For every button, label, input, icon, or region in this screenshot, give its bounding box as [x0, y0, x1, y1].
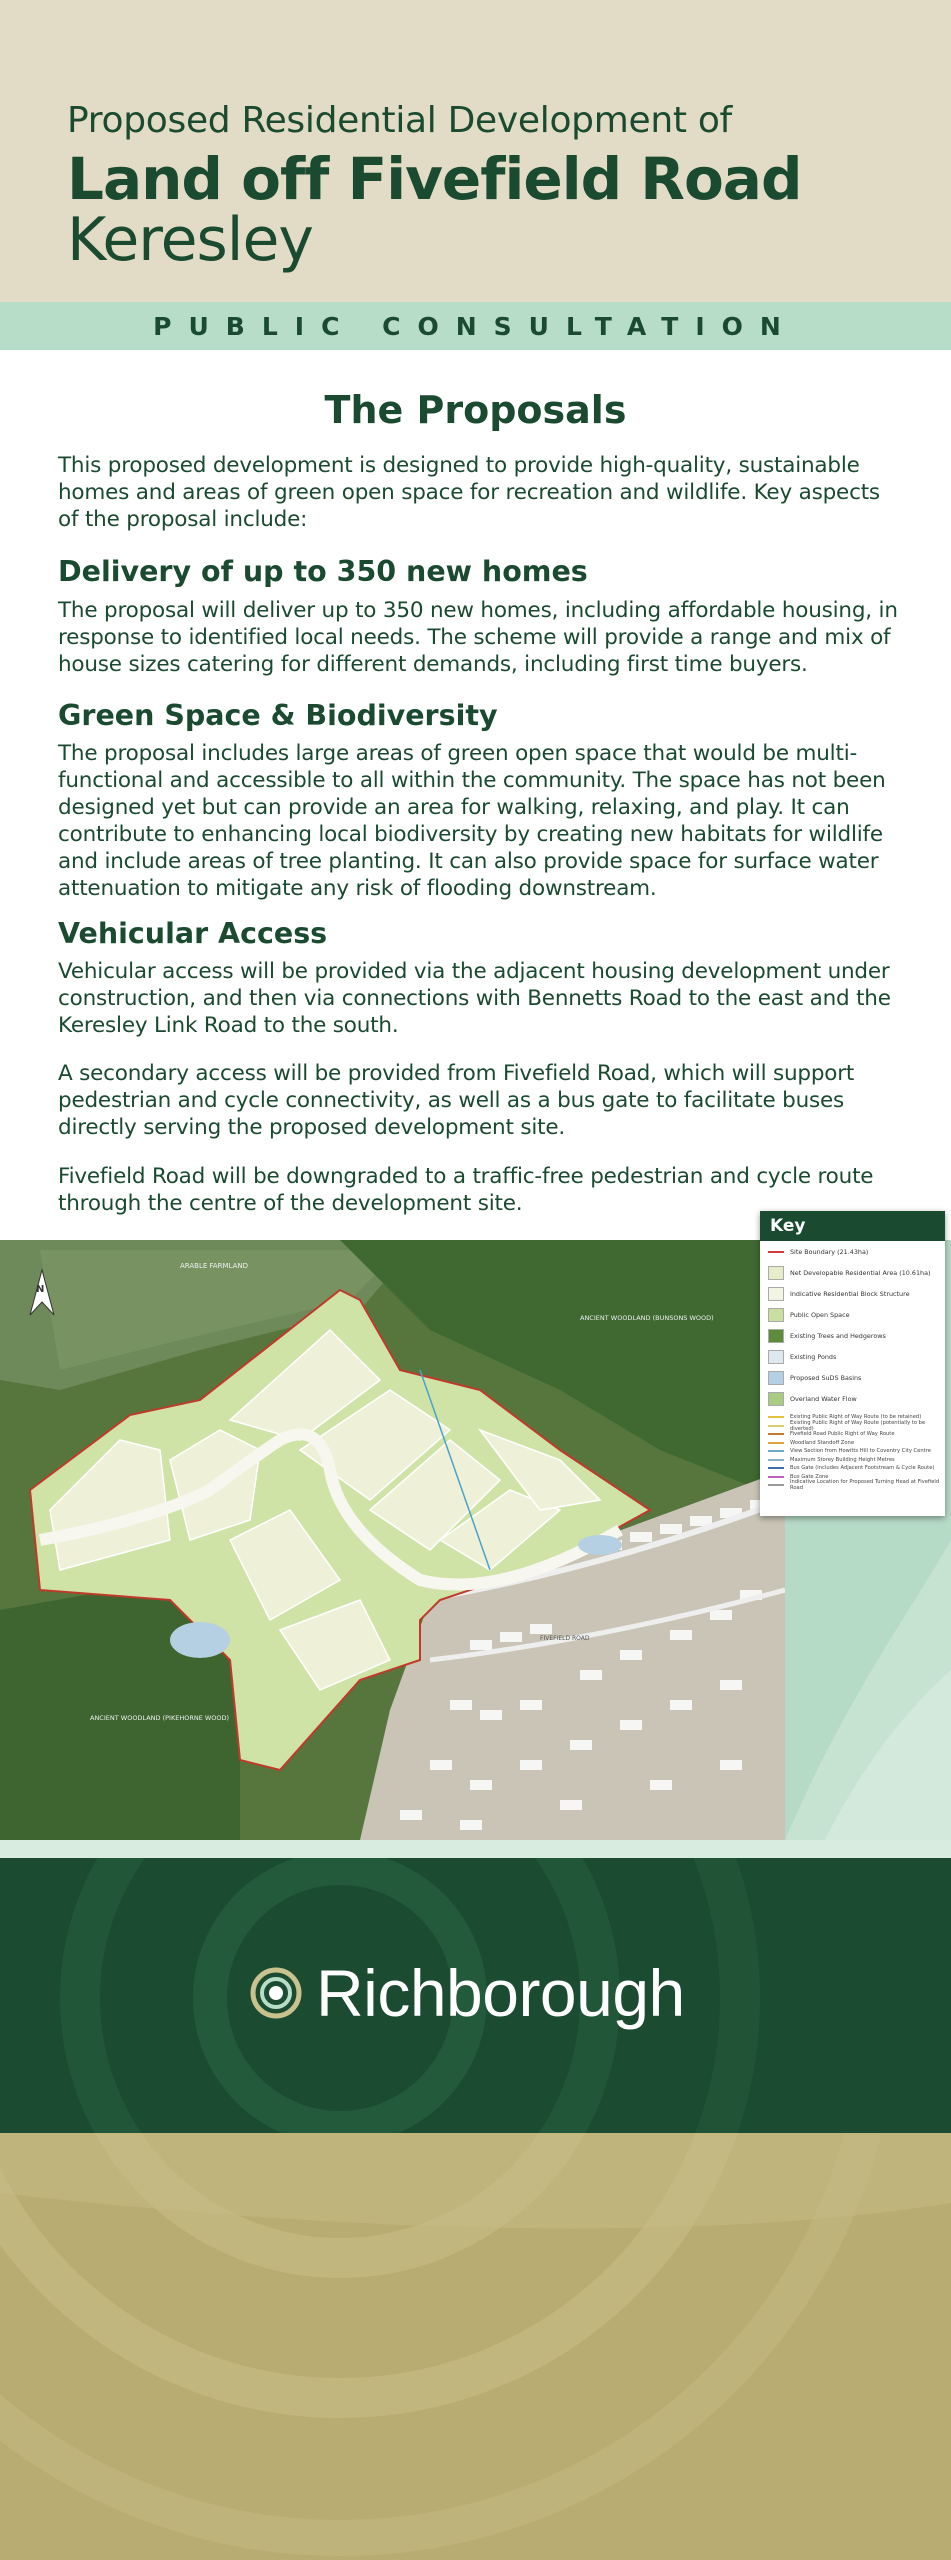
key-swatch [768, 1350, 784, 1364]
key-line-label: Maximum Storey Building Height Metres [790, 1456, 895, 1463]
north-label: N [36, 1284, 45, 1295]
decorative-footer [0, 2133, 951, 2560]
key-item-label: Public Open Space [790, 1310, 850, 1319]
key-line-item [760, 1456, 945, 1465]
key-line-item [760, 1464, 945, 1473]
key-swatch [768, 1329, 784, 1343]
header-subtitle: Keresley [67, 205, 313, 275]
key-line-item [760, 1447, 945, 1456]
site-masterplan-map [0, 1240, 785, 1840]
key-line-label: Indicative Location for Proposed Turning Head at Fivefield Road [790, 1479, 940, 1492]
key-line-label: View Section from Howitts Hill to Coventry City Centre [790, 1448, 931, 1455]
key-item [760, 1241, 945, 1262]
map-footer-gap [0, 1840, 951, 1858]
key-line-swatch [768, 1476, 784, 1478]
key-item-label: Overland Water Flow [790, 1394, 857, 1403]
key-line-swatch [768, 1442, 784, 1444]
key-swatch [768, 1371, 784, 1385]
richborough-logo-icon [250, 1967, 302, 2019]
consultation-banner [0, 302, 951, 350]
key-item-label: Existing Ponds [790, 1352, 837, 1361]
key-item-label: Net Developable Residential Area (10.61ha) [790, 1268, 931, 1277]
key-line-swatch [768, 1484, 784, 1486]
key-line-swatch [768, 1450, 784, 1452]
key-line-label: Existing Public Right of Way Route (to be retained) [790, 1414, 922, 1421]
key-line-label: Bus Gate (includes Adjacent Footstream & Cycle Route) [790, 1465, 935, 1472]
map-label-farmland: ARABLE FARMLAND [180, 1262, 249, 1270]
banner-label: PUBLIC CONSULTATION [153, 311, 798, 341]
key-swatch [768, 1392, 784, 1406]
section-body-green-space: The proposal includes large areas of green open space that would be multi-functional and accessible to all within the community. The space has not been designed yet but can provide an area for walking, relaxing, and play. It can contribute to enhancing local biodiversity by creating new habitats for wildlife and include areas of tree planting. It can also provide space for surface water attenuation to mitigate any risk of flooding downstream. [58, 741, 886, 901]
key-line-swatch [768, 1467, 784, 1469]
map-key [760, 1211, 945, 1516]
key-swatch [768, 1266, 784, 1280]
key-item [760, 1304, 945, 1325]
key-line-swatch [768, 1433, 784, 1435]
section-heading-green-space: Green Space & Biodiversity [58, 699, 498, 732]
header [0, 0, 951, 302]
key-item-label: Indicative Residential Block Structure [790, 1289, 910, 1298]
key-item-label: Site Boundary (21.43ha) [790, 1247, 869, 1256]
richborough-logo [250, 1955, 685, 2031]
brand-name: Richborough [316, 1956, 685, 2030]
key-line-item [760, 1419, 945, 1432]
section-body-access-2: A secondary access will be provided from Fivefield Road, which will support pedestrian and cycle connectivity, as well as a bus gate to facilitate buses directly serving the proposed development site. [58, 1061, 855, 1140]
key-item [760, 1388, 945, 1409]
intro-paragraph: This proposed development is designed to provide high-quality, sustainable homes and areas of green open space for recreation and wildlife. Key aspects of the proposal include: [58, 453, 880, 532]
key-line-label: Woodland Standoff Zone [790, 1439, 855, 1446]
map-label-road: FIVEFIELD ROAD [540, 1635, 590, 1642]
section-heading-access: Vehicular Access [58, 917, 328, 950]
key-title: Key [760, 1211, 945, 1241]
masterplan-drawing [0, 1240, 785, 1840]
key-line-item [760, 1481, 945, 1490]
map-label-woodland-sw: ANCIENT WOODLAND (PIKEHORNE WOOD) [90, 1714, 230, 1722]
key-line-label: Existing Public Right of Way Route (potentially to be diverted) [790, 1419, 926, 1432]
key-items [760, 1241, 945, 1409]
footer-rings [0, 2133, 951, 2560]
key-line-items [760, 1409, 945, 1490]
key-swatch [768, 1287, 784, 1301]
key-line-swatch [768, 1459, 784, 1461]
header-pre-title: Proposed Residential Development of [67, 100, 732, 141]
key-item [760, 1346, 945, 1367]
key-line-swatch [768, 1416, 784, 1418]
section-body-access-3: Fivefield Road will be downgraded to a traffic-free pedestrian and cycle route through the centre of the development site. [58, 1164, 874, 1216]
key-item-label: Existing Trees and Hedgerows [790, 1331, 886, 1340]
section-body-access: Vehicular access will be provided via the adjacent housing development under construction, and then via connections with Bennetts Road to the east and the Keresley Link Road to the south. [58, 959, 891, 1038]
key-line-swatch [768, 1425, 784, 1427]
key-item [760, 1283, 945, 1304]
key-item-label: Proposed SuDS Basins [790, 1373, 862, 1382]
section-body-homes: The proposal will deliver up to 350 new homes, including affordable housing, in response to identified local needs. The scheme will provide a range and mix of house sizes catering for different demands, including first time buyers. [58, 598, 898, 677]
proposals-content [0, 350, 951, 1240]
key-item [760, 1367, 945, 1388]
key-item [760, 1325, 945, 1346]
key-line-label: Bus Gate Zone [790, 1473, 829, 1480]
key-line-label: Fivefield Road Public Right of Way Route [790, 1431, 895, 1438]
key-line-swatch [768, 1251, 784, 1253]
map-label-woodland-ne: ANCIENT WOODLAND (BUNSONS WOOD) [580, 1314, 714, 1322]
header-title: Land off Fivefield Road [67, 145, 802, 213]
proposals-title: The Proposals [324, 388, 627, 432]
section-heading-homes: Delivery of up to 350 new homes [58, 555, 588, 588]
key-line-item [760, 1439, 945, 1448]
key-swatch [768, 1308, 784, 1322]
key-item [760, 1262, 945, 1283]
